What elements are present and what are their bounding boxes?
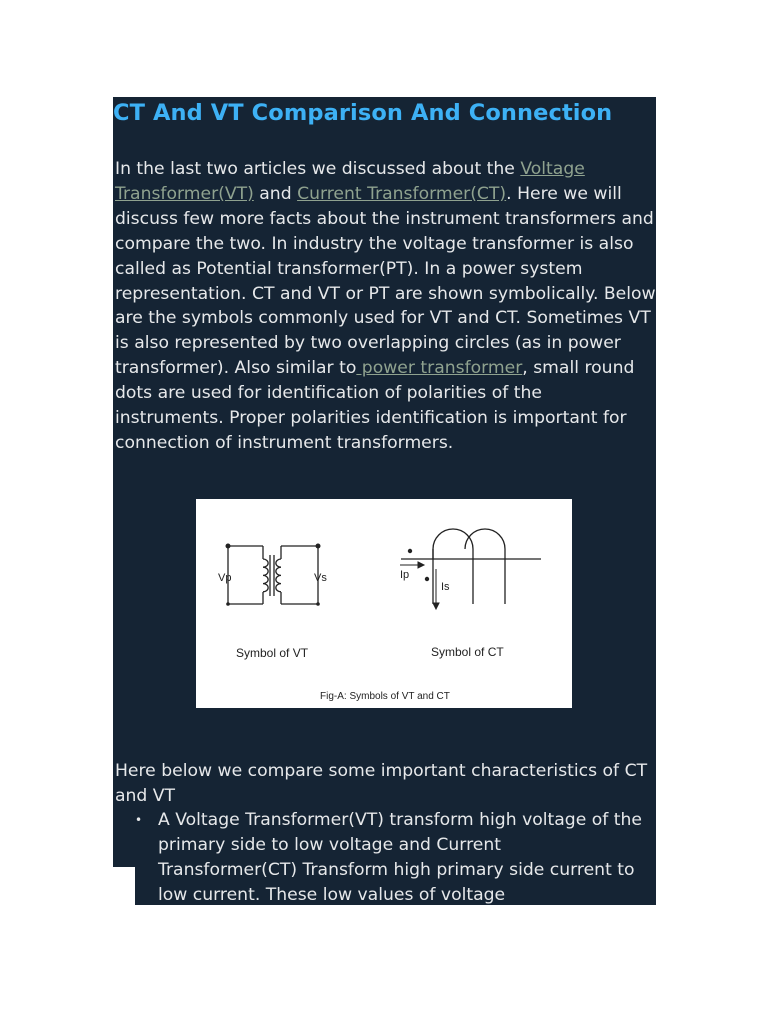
list-item-text: A Voltage Transformer(VT) transform high voltage of the primary side to low voltage and Current Transformer(CT) Transform high primary side current to low current. These low values of voltage <box>158 810 642 905</box>
ct-polarity-dot-secondary <box>425 577 429 581</box>
power-transformer-link[interactable]: power transformer <box>356 358 523 379</box>
ct-label-is: Is <box>441 581 450 593</box>
figure-vt-ct-symbols <box>196 499 572 708</box>
symbols-diagram <box>196 499 572 708</box>
voltage-transformer-link[interactable]: Voltage Transformer(VT) <box>115 159 585 204</box>
intro-text-4: , small round dots are used for identification of polarities of the instruments. Proper polarities identification is important for connection of instrument transformers. <box>115 358 635 453</box>
ct-label-ip: Ip <box>400 569 410 581</box>
page-margin-strip <box>113 867 135 905</box>
current-transformer-link[interactable]: Current Transformer(CT) <box>297 183 507 204</box>
article-page <box>113 97 656 905</box>
intro-paragraph <box>115 157 656 456</box>
bullet-icon: • <box>135 813 143 827</box>
comparison-list <box>135 808 645 905</box>
vt-symbol <box>228 546 318 604</box>
vt-polarity-dot-primary <box>226 544 231 549</box>
page-title: CT And VT Comparison And Connection <box>113 100 613 126</box>
intro-text-2: and <box>253 183 298 204</box>
ct-polarity-dot-primary <box>408 549 412 553</box>
ct-caption: Symbol of CT <box>431 645 504 659</box>
intro-text-1: In the last two articles we discussed about the <box>115 159 521 179</box>
intro-text-3: . Here we will discuss few more facts about the instrument transformers and compare the two. In industry the voltage transformer is also called as Potential transformer(PT). In a power system representation. CT and VT or PT are shown symbolically. Below are the symbols commonly used for VT and CT. Sometimes VT is also represented by two overlapping circles (as in power transformer). Also similar to <box>115 183 656 379</box>
compare-intro: Here below we compare some important characteristics of CT and VT <box>115 761 648 806</box>
vt-label-vp: Vp <box>218 572 232 584</box>
list-item <box>135 808 645 905</box>
vt-polarity-dot-secondary <box>316 544 321 549</box>
figure-caption: Fig-A: Symbols of VT and CT <box>320 691 450 702</box>
vt-label-vs: Vs <box>314 572 327 584</box>
vt-caption: Symbol of VT <box>236 646 309 660</box>
